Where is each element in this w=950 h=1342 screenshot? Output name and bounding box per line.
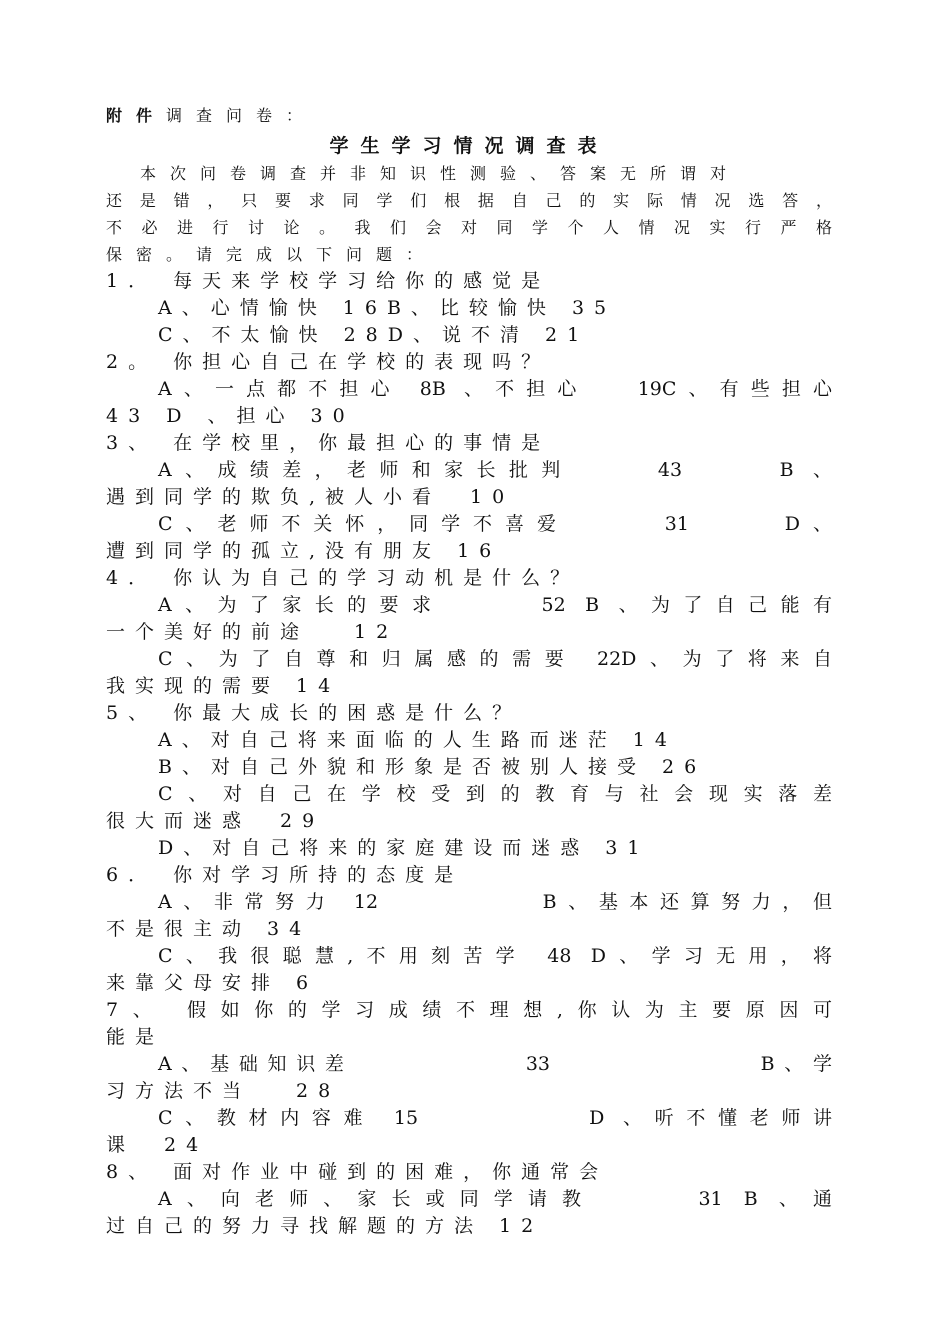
question-line: 一个美好的前途 12 <box>106 621 399 643</box>
question-line: 4． 你认为自己的学习动机是什么？ <box>106 567 580 589</box>
question-line: 我实现的需要 14 <box>106 675 341 697</box>
option-line: A、为了家长的要求 52 B 、为了自己能有 <box>158 594 832 616</box>
option-line: C、为了自尊和归属感的需要 22D、为了将来自 <box>158 648 832 670</box>
option-line: A、基础知识差 33 B、学 <box>158 1053 832 1075</box>
option-line: C、教材内容难 15 D 、听不懂老师讲 <box>158 1107 832 1129</box>
option-line: C、不太愉快 28D、说不清 21 <box>158 324 590 346</box>
intro-line-4: 保密。请完成以下问题： <box>106 245 437 264</box>
attachment-heading <box>106 102 832 129</box>
intro-line-1: 本次问卷调查并非知识性测验、答案无所谓对 <box>140 164 741 183</box>
attachment-subtitle: 调查问卷： <box>166 106 317 125</box>
question-line: 7、 假如你的学习成绩不理想,你认为主要原因可 <box>106 999 832 1021</box>
intro-line-3: 不必进行讨论。我们会对同学个人情况实行严格 <box>106 218 832 237</box>
question-line: 1． 每天来学校学习给你的感觉是 <box>106 270 551 292</box>
question-line: 8、 面对作业中碰到的困难，你通常会 <box>106 1161 609 1183</box>
option-line: A、向老师、家长或同学请教 31 B 、通 <box>158 1188 832 1210</box>
question-line: 6． 你对学习所持的态度是 <box>106 864 464 886</box>
question-line: 3、 在学校里，你最担心的事情是 <box>106 432 551 454</box>
question-line: 课 24 <box>106 1134 209 1156</box>
question-line: 遭到同学的孤立,没有朋友 16 <box>106 540 502 562</box>
question-line: 5、 你最大成长的困惑是什么？ <box>106 702 522 724</box>
option-line: C、对自己在学校受到的教育与社会现实落差 <box>158 783 832 805</box>
question-line: 来靠父母安排 6 <box>106 972 319 994</box>
option-line: A、一点都不担心 8B 、不担心 19C、有些担心 <box>158 378 832 400</box>
question-line: 不是很主动 34 <box>106 918 312 940</box>
option-line: A、对自己将来面临的人生路而迷茫 14 <box>158 729 677 751</box>
question-line: 过自己的努力寻找解题的方法 12 <box>106 1215 544 1237</box>
option-line: C、老师不关怀，同学不喜爱 31 D、 <box>158 513 832 535</box>
question-line: 很大而迷惑 29 <box>106 810 325 832</box>
option-line: A、非常努力 12 B、基本还算努力，但 <box>158 891 832 913</box>
page-title: 学生学习情况调查表 <box>329 135 609 157</box>
option-line: A、心情愉快 16B、比较愉快 35 <box>158 297 617 319</box>
question-line: 习方法不当 28 <box>106 1080 341 1102</box>
option-line: D、对自己将来的家庭建设而迷惑 31 <box>158 837 650 859</box>
option-line: A、成绩差，老师和家长批判 43 B 、 <box>158 459 832 481</box>
intro-line-2: 还是错，只要求同学们根据自己的实际情况选答， <box>106 191 832 210</box>
question-line: 2。 你担心自己在学校的表现吗？ <box>106 351 551 373</box>
question-line: 遇到同学的欺负,被人小看 10 <box>106 486 515 508</box>
option-line: C、我很聪慧,不用刻苦学 48 D、学习无用，将 <box>158 945 832 967</box>
option-line: B、对自己外貌和形象是否被别人接受 26 <box>158 756 707 778</box>
question-line: 能是 <box>106 1026 165 1048</box>
question-line: 43 D 、担心 30 <box>106 405 355 427</box>
attachment-label: 附件 <box>106 106 167 125</box>
